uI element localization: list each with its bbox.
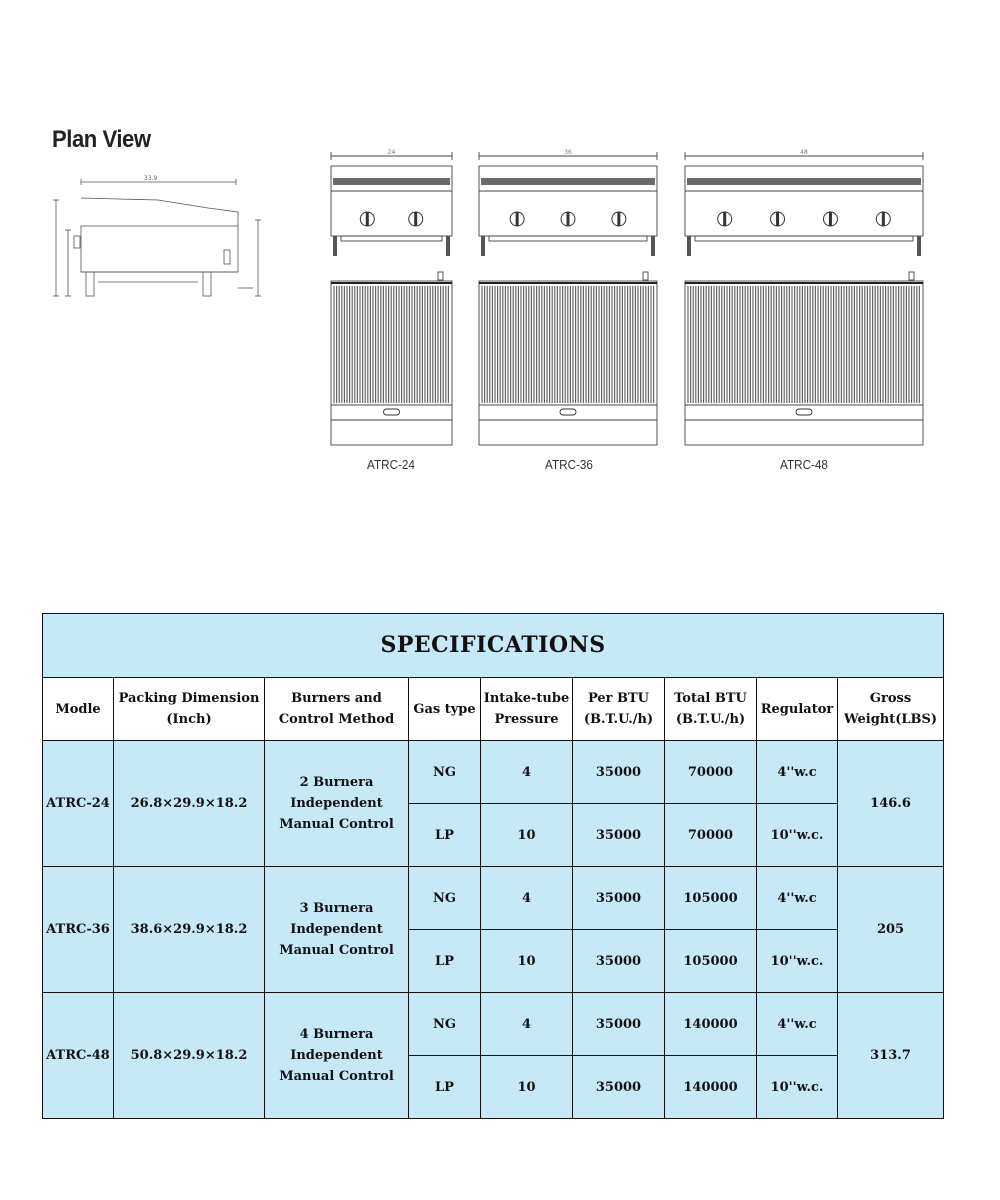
cell-gas: NG bbox=[409, 867, 481, 930]
leg bbox=[333, 236, 337, 256]
grate-top-strip bbox=[687, 178, 921, 185]
cell-packing: 38.6×29.9×18.2 bbox=[114, 867, 265, 993]
cell-gas: LP bbox=[409, 1056, 481, 1119]
cell-per-btu: 35000 bbox=[573, 1056, 665, 1119]
front-handle-icon bbox=[384, 409, 400, 415]
cell-gas: LP bbox=[409, 930, 481, 993]
dimension-label: 36 bbox=[564, 149, 572, 156]
gas-inlet bbox=[438, 272, 443, 280]
cell-weight: 313.7 bbox=[838, 993, 944, 1119]
cell-pressure: 10 bbox=[481, 804, 573, 867]
header-per-btu: Per BTU (B.T.U./h) bbox=[573, 678, 665, 741]
cell-regulator: 10''w.c. bbox=[757, 1056, 838, 1119]
cell-per-btu: 35000 bbox=[573, 930, 665, 993]
cell-total-btu: 70000 bbox=[665, 741, 757, 804]
cell-gas: NG bbox=[409, 741, 481, 804]
knob-handle bbox=[617, 212, 620, 226]
cell-pressure: 4 bbox=[481, 993, 573, 1056]
cell-total-btu: 105000 bbox=[665, 867, 757, 930]
grate-top-strip bbox=[481, 178, 655, 185]
leg bbox=[481, 236, 485, 256]
header-gas-type: Gas type bbox=[409, 678, 481, 741]
header-intake-pressure: Intake-tube Pressure bbox=[481, 678, 573, 741]
cell-model: ATRC-48 bbox=[43, 993, 114, 1119]
knob-handle bbox=[776, 212, 779, 226]
cell-regulator: 4''w.c bbox=[757, 741, 838, 804]
plan-view-title: Plan View bbox=[52, 126, 151, 153]
leg bbox=[687, 236, 691, 256]
cell-per-btu: 35000 bbox=[573, 993, 665, 1056]
cell-per-btu: 35000 bbox=[573, 867, 665, 930]
specifications-table bbox=[42, 613, 944, 1119]
table-row bbox=[43, 741, 944, 804]
cell-burners: 3 Burnera Independent Manual Control bbox=[265, 867, 409, 993]
side-view-dimension: 33.9 bbox=[144, 175, 158, 182]
cell-regulator: 4''w.c bbox=[757, 867, 838, 930]
cell-gas: LP bbox=[409, 804, 481, 867]
header-packing: Packing Dimension (Inch) bbox=[114, 678, 265, 741]
gas-inlet bbox=[909, 272, 914, 280]
knob-handle bbox=[366, 212, 369, 226]
table-row bbox=[43, 993, 944, 1056]
front-view-body bbox=[685, 166, 923, 236]
model-drawings bbox=[0, 0, 1000, 460]
cell-pressure: 10 bbox=[481, 1056, 573, 1119]
cell-total-btu: 105000 bbox=[665, 930, 757, 993]
cell-total-btu: 70000 bbox=[665, 804, 757, 867]
drip-tray bbox=[695, 236, 913, 241]
cell-per-btu: 35000 bbox=[573, 804, 665, 867]
cell-gas: NG bbox=[409, 993, 481, 1056]
cell-pressure: 4 bbox=[481, 741, 573, 804]
cell-packing: 26.8×29.9×18.2 bbox=[114, 741, 265, 867]
cell-model: ATRC-36 bbox=[43, 867, 114, 993]
header-regulator: Regulator bbox=[757, 678, 838, 741]
dimension-label: 48 bbox=[800, 149, 808, 156]
knob-handle bbox=[567, 212, 570, 226]
leg bbox=[446, 236, 450, 256]
table-header-row bbox=[43, 678, 944, 741]
drip-tray bbox=[341, 236, 442, 241]
header-model: Modle bbox=[43, 678, 114, 741]
knob-handle bbox=[414, 212, 417, 226]
cell-pressure: 10 bbox=[481, 930, 573, 993]
model-label-atrc-36: ATRC-36 bbox=[545, 457, 593, 472]
knob-handle bbox=[723, 212, 726, 226]
knob-handle bbox=[882, 212, 885, 226]
cell-regulator: 4''w.c bbox=[757, 993, 838, 1056]
grate-top-strip bbox=[333, 178, 450, 185]
front-handle-icon bbox=[796, 409, 812, 415]
cell-weight: 146.6 bbox=[838, 741, 944, 867]
cell-burners: 4 Burnera Independent Manual Control bbox=[265, 993, 409, 1119]
header-burners: Burners and Control Method bbox=[265, 678, 409, 741]
knob-handle bbox=[516, 212, 519, 226]
drip-tray bbox=[489, 236, 647, 241]
knob-handle bbox=[829, 212, 832, 226]
leg bbox=[651, 236, 655, 256]
front-handle-icon bbox=[560, 409, 576, 415]
cell-weight: 205 bbox=[838, 867, 944, 993]
cell-pressure: 4 bbox=[481, 867, 573, 930]
gas-inlet bbox=[643, 272, 648, 280]
header-total-btu: Total BTU (B.T.U./h) bbox=[665, 678, 757, 741]
leg bbox=[917, 236, 921, 256]
cell-total-btu: 140000 bbox=[665, 993, 757, 1056]
cell-packing: 50.8×29.9×18.2 bbox=[114, 993, 265, 1119]
dimension-label: 24 bbox=[387, 149, 396, 156]
model-label-atrc-48: ATRC-48 bbox=[780, 457, 828, 472]
table-row bbox=[43, 867, 944, 930]
front-view-body bbox=[331, 166, 452, 236]
specifications-title: SPECIFICATIONS bbox=[43, 614, 944, 678]
cell-regulator: 10''w.c. bbox=[757, 804, 838, 867]
model-label-atrc-24: ATRC-24 bbox=[367, 457, 415, 472]
header-gross-weight: Gross Weight(LBS) bbox=[838, 678, 944, 741]
cell-total-btu: 140000 bbox=[665, 1056, 757, 1119]
cell-regulator: 10''w.c. bbox=[757, 930, 838, 993]
cell-per-btu: 35000 bbox=[573, 741, 665, 804]
cell-model: ATRC-24 bbox=[43, 741, 114, 867]
cell-burners: 2 Burnera Independent Manual Control bbox=[265, 741, 409, 867]
